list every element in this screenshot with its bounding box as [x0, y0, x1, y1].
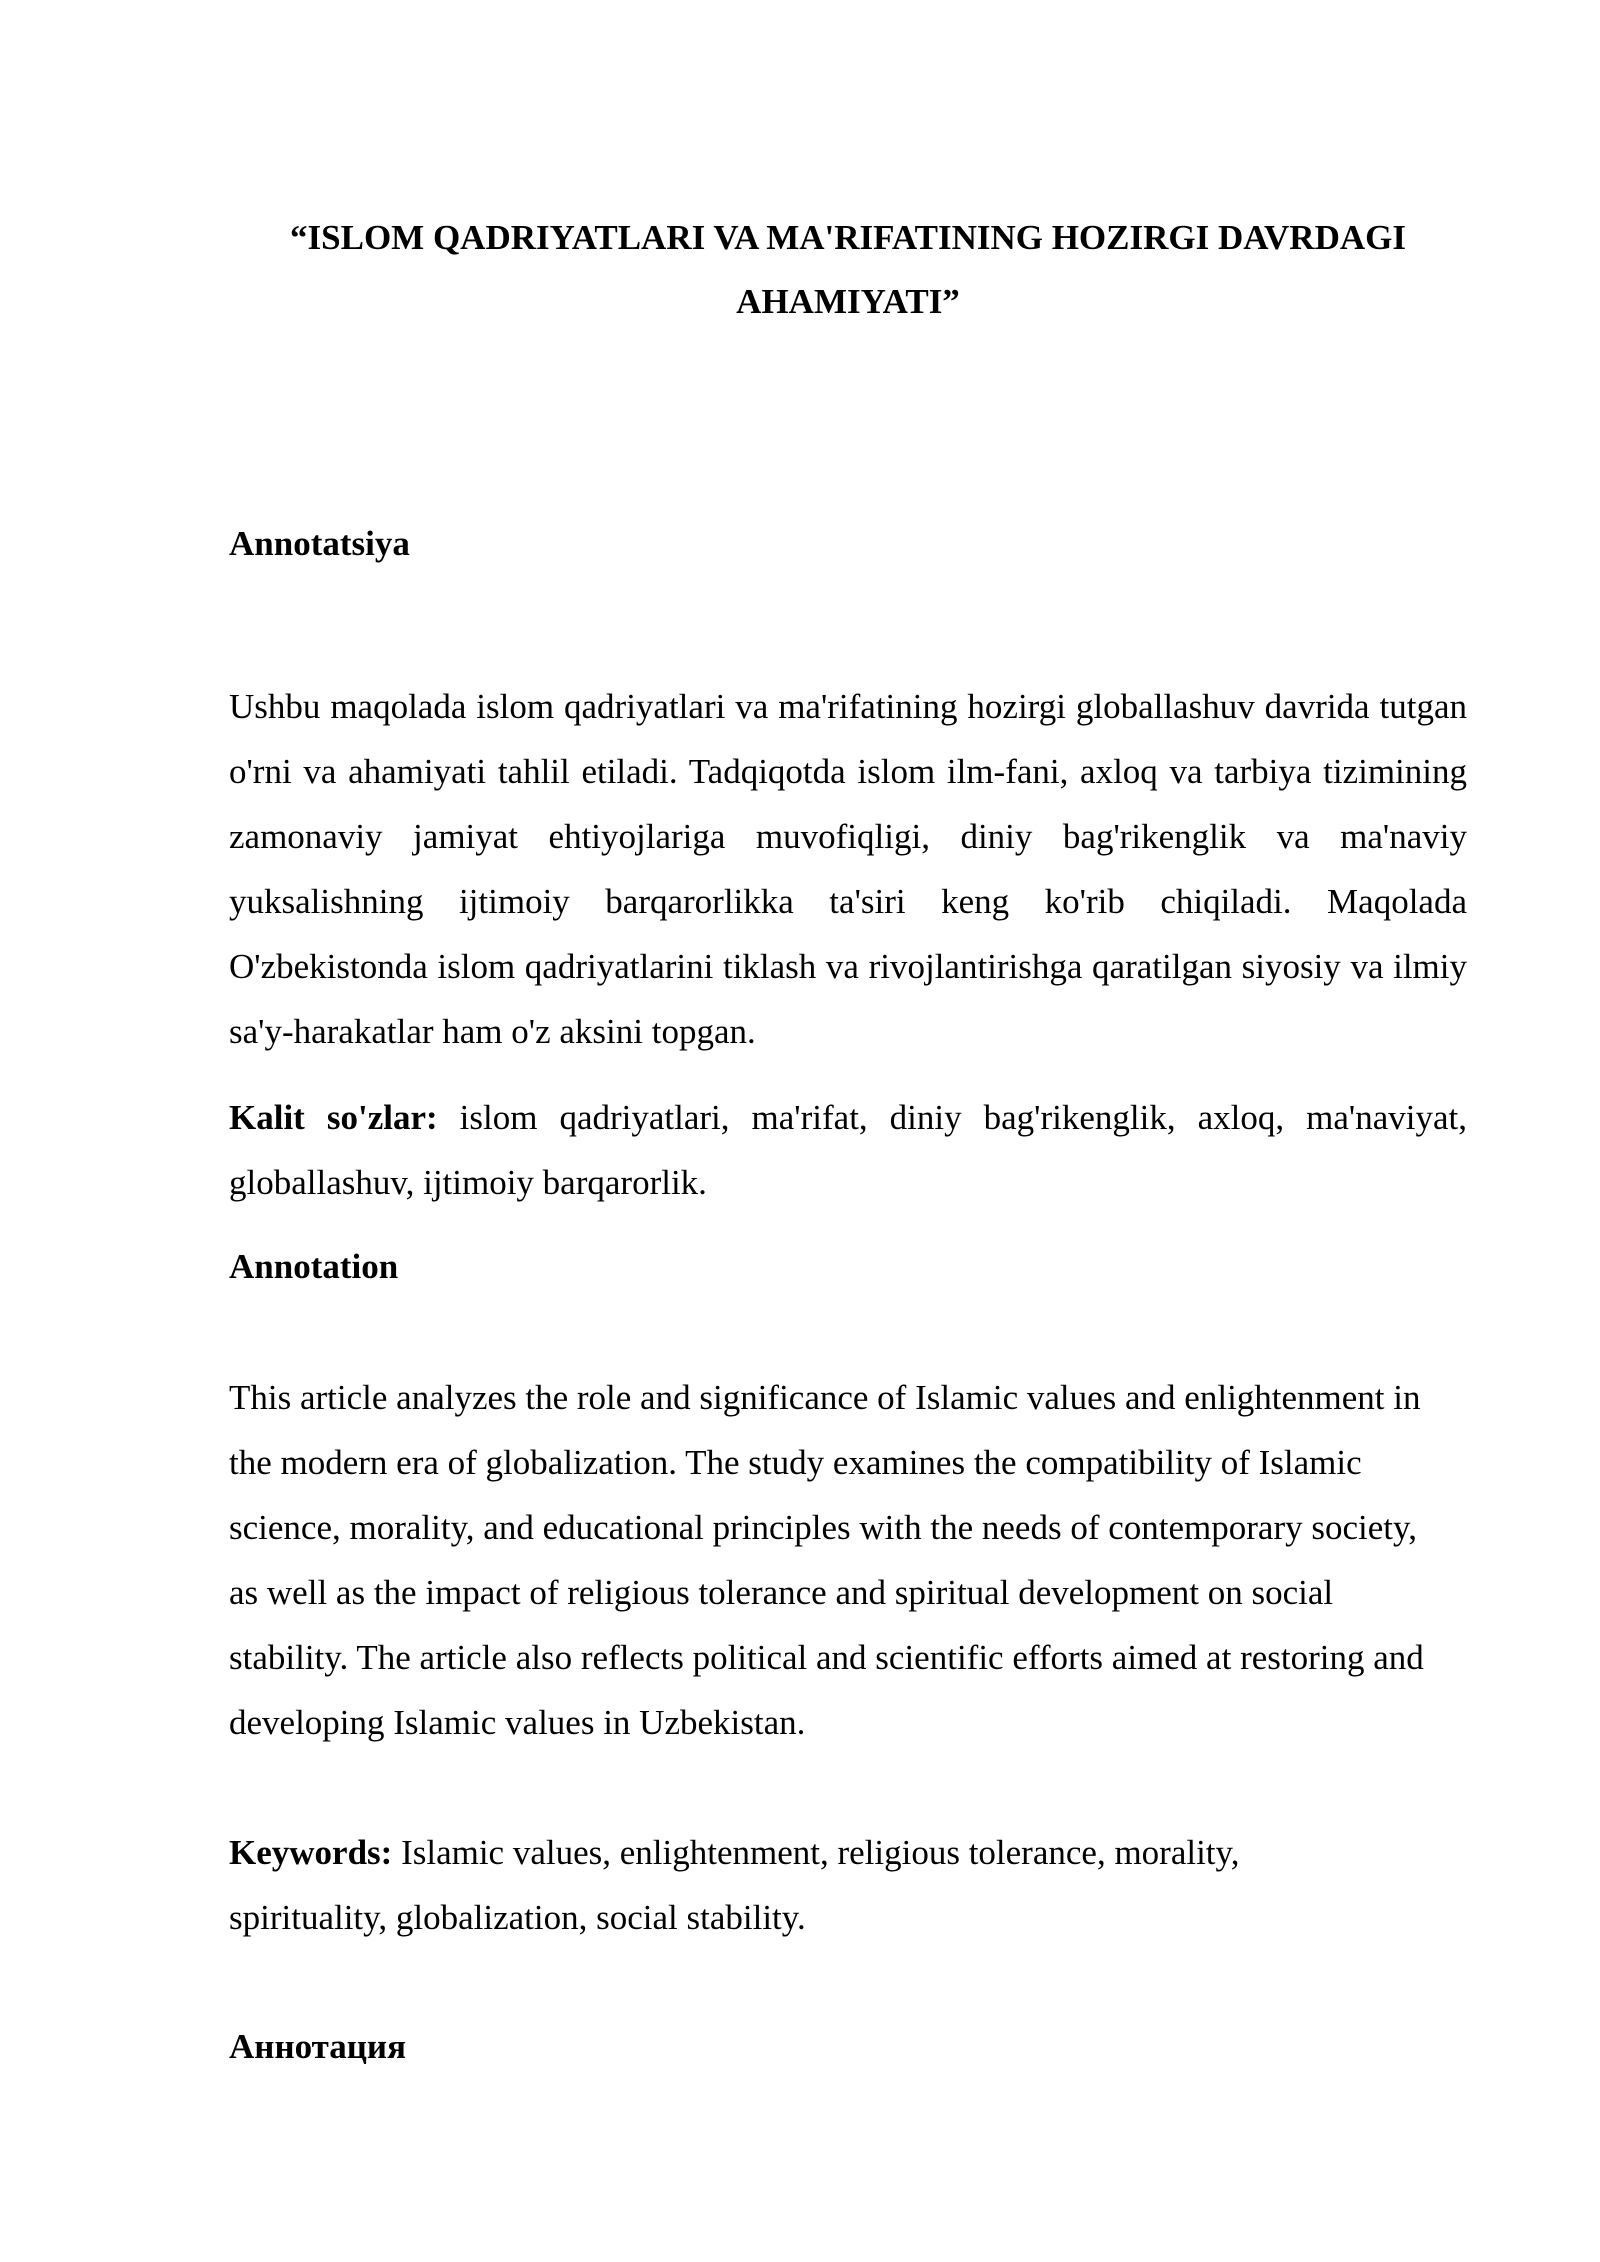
keywords-text-uzbek: islom qadriyatlari, ma'rifat, diniy bag'rikenglik, axloq, ma'naviyat, globallashuv, ijtimoiy barqarorlik.	[229, 1098, 1467, 1202]
keywords-english	[229, 1820, 1379, 1950]
document-page	[229, 0, 1467, 2262]
abstract-uzbek: Ushbu maqolada islom qadriyatlari va ma'rifatining hozirgi globallashuv davrida tutgan o'rni va ahamiyati tahlil etiladi. Tadqiqotda islom ilm-fani, axloq va tarbiya tizimining zamonaviy jamiyat ehtiyojlariga muvofiqligi, diniy bag'rikenglik va ma'naviy yuksalishning ijtimoiy barqarorlikka ta'siri keng ko'rib chiqiladi. Maqolada O'zbekistonda islom qadriyatlarini tiklash va rivojlantirishga qaratilgan siyosiy va ilmiy sa'y-harakatlar ham o'z aksini topgan.	[229, 687, 1467, 1051]
keywords-label-uzbek: Kalit so'zlar:	[229, 1098, 438, 1137]
keywords-text-english: Islamic values, enlightenment, religious tolerance, morality, spirituality, globalization, social stability.	[229, 1833, 1240, 1937]
keywords-label-english: Keywords:	[229, 1833, 393, 1872]
heading-annotation: Annotation	[229, 1247, 399, 1286]
heading-annotatsiya-russian: Аннотация	[229, 2027, 407, 2066]
abstract-english: This article analyzes the role and significance of Islamic values and enlightenment in the modern era of globalization. The study examines the compatibility of Islamic science, morality, and educational principles with the needs of contemporary society, as well as the impact of religious tolerance and spiritual development on social stability. The article also reflects political and scientific efforts aimed at restoring and developing Islamic values in Uzbekistan.	[229, 1378, 1424, 1742]
paper-title: “ISLOM QADRIYATLARI VA MA'RIFATINING HOZIRGI DAVRDAGI AHAMIYATI”	[290, 218, 1406, 321]
heading-annotatsiya: Annotatsiya	[229, 524, 410, 563]
keywords-uzbek	[229, 1085, 1467, 1215]
